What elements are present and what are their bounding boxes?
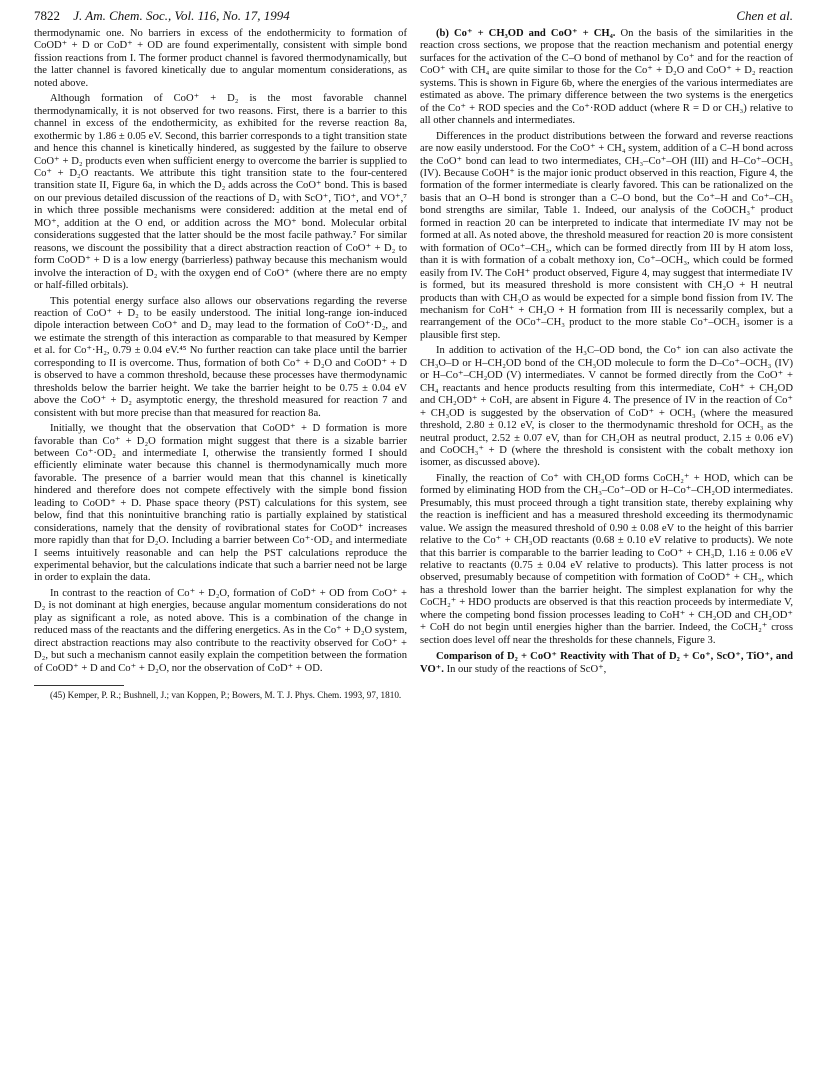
paragraph: This potential energy surface also allows our observations regarding the reverse reaction of CoO⁺ + D₂ to be easily understood. The initial long-range ion-induced dipole interaction between CoO⁺ and D₂ may lead to the formation of CoO⁺·D₂, and we estimate the strength of this interaction as comparable to that measured by Kemper et al. for Co⁺·H₂, 0.79 ± 0.04 eV.⁴⁵ No further reaction can take place until the barrier corresponding to II is overcome. Thus, formation of both Co⁺ + D₂O and CoOD⁺ + D is observed to have a common threshold, because these processes have thermodynamic thresholds below the barrier height. We take the barrier height to be 0.75 ± 0.04 eV above the CoO⁺ + D₂ asymptotic energy, the threshold measured for reaction 7 and consistent with but more precise than that measured for reaction 8a. (34, 295, 407, 419)
section-2-intro: In our study of the reactions of ScO⁺, (446, 663, 607, 675)
paragraph: Finally, the reaction of Co⁺ with CH₃OD forms CoCH₂⁺ + HOD, which can be formed by eliminating HOD from the CH₃–Co⁺–OD or H–Co⁺–CH₂OD intermediates. Presumably, this must proceed through a tight transition state, thereby explaining why the reaction is inefficient and has a measured threshold exceeding its thermodynamic value. We assign the measured threshold of 0.90 ± 0.08 eV to the height of this barrier relative to the Co⁺ + CH₃OD reactants (0.68 ± 0.10 eV relative to products). We note that this barrier is comparable to the barrier leading to CoO⁺ + CH₃D, 1.16 ± 0.06 eV relative to reactants (0.75 ± 0.04 eV relative to products). This latter process is not observed, presumably because of competition with formation of CoOD⁺ + CH₃, which has a threshold lower than the barrier height. The simplest explanation for why the CoCH₂⁺ + HDO products are observed is that this reaction proceeds by intermediate V, where the competing bond fission processes leading to CoH⁺ + CH₂OD and CH₂OD⁺ + CoH do not begin until energies higher than the barrier. Indeed, the CoCH₂⁺ cross section does level off near the thresholds for these channels, Figure 3. (420, 472, 793, 646)
section-paragraph (420, 28, 793, 128)
paragraph: Although formation of CoO⁺ + D₂ is the most favorable channel thermodynamically, it is not observed for two reasons. First, there is a barrier to this channel in excess of the endothermicity, as exhibited for the reverse reaction 8a, exothermic by 1.86 ± 0.05 eV. Second, this barrier corresponds to a tight transition state and hence this channel is kinetically hindered, as suggested by the failure to observe CoO⁺ + D₂ products even when sufficient energy to overcome the barrier is supplied to Co⁺ + D₂O reactants. We attribute this tight transition state to the four-centered transition state II, Figure 6a, in which the D₂ adds across the CoO⁺ bond. This is based on our previous detailed discussion of the reactions of D₂ with ScO⁺, TiO⁺, and VO⁺,⁷ in which three possible mechanisms were considered: addition at the metal end of MO⁺, addition at the O end, or addition across the MO⁺ bond. Molecular orbital considerations suggested that the latter should be the most facile pathway.⁷ For similar reasons, we discount the possibility that a direct abstraction reaction of CoO⁺ + D₂ to form CoOD⁺ + D is a low energy (barrierless) pathway because this mechanism would involve the interaction of D₂ with the oxygen end of CoO⁺ (where there are no empty or half-filled orbitals). (34, 93, 407, 292)
paragraph: Initially, we thought that the observation that CoOD⁺ + D formation is more favorable than Co⁺ + D₂O formation might suggest that there is a sizable barrier between Co⁺·OD₂ and intermediate I, otherwise the transiently formed I should efficiently eliminate water because this channel is thermodynamically much more favorable. The presence of a barrier would mean that this channel is kinetically hindered and therefore does not compete effectively with the simple bond fission leading to CoOD⁺ + D. Phase space theory (PST) calculations for this system, see below, find that this nonintuitive branching ratio is partially explained by statistical considerations, namely that the density of rovibrational states for CoOD⁺ increases more rapidly than that for D₂O. Including a barrier between Co⁺·OD₂ and intermediate I seems intuitively reasonable and can help the PST calculations reproduce the experimental behavior, but the calculations indicate that such a barrier need not be large in order to explain the data. (34, 423, 407, 584)
running-authors: Chen et al. (736, 8, 793, 23)
footnote-divider (34, 685, 124, 686)
footnote: (45) Kemper, P. R.; Bushnell, J.; van Koppen, P.; Bowers, M. T. J. Phys. Chem. 1993, 97, 1810. (50, 690, 402, 701)
section-intro: On the basis of the similarities in the reaction cross sections, we propose that the reaction mechanism and potential energy surfaces for the activation of the C–O bond of methanol by Co⁺ and for the reaction of CoO⁺ with CH₄ are quite similar to those for the Co⁺ + D₂O and CoO⁺ + D₂ reaction systems. This is shown in Figure 6b, where the energies of the various intermediates are estimated as above. The primary difference between the two systems is the energetics of the Co⁺ + ROD species and the Co⁺·ROD adduct (where R = D or CH₃) relative to all other channels and intermediates. (420, 28, 793, 127)
paragraph: In addition to activation of the H₃C–OD bond, the Co⁺ ion can also activate the CH₃O–D or H–CH₂OD bond of the CH₃OD molecule to form the D–Co⁺–OCH₃ (IV) or H–Co⁺–CH₂OD (V) intermediates. V cannot be formed directly from the CoO⁺ + CH₄ reactants and hence products resulting from this intermediate, CoH⁺ + CH₂OD and CH₂OD⁺ + CoH, are absent in Figure 4. The presence of IV in the reaction of Co⁺ + CH₃OD is suggested by the observation of CoD⁺ + OCH₃ (where the measured threshold, 2.80 ± 0.12 eV, is closer to the thermodynamic threshold for OCH₃ as the neutral product, 2.52 ± 0.07 eV, than for CH₂OH as neutral product, 2.15 ± 0.06 eV) and CoOCH₃⁺ + D (where the threshold is consistent with the cobalt methoxy ion isomer, as discussed above). (420, 345, 793, 469)
page-header (34, 8, 793, 28)
page-number: 7822 (34, 8, 60, 23)
paragraph: In contrast to the reaction of Co⁺ + D₂O, formation of CoD⁺ + OD from CoO⁺ + D₂ is not dominant at high energies, because angular momentum considerations do not play as significant a role, as noted above. This is a combination of the change in reduced mass of the reactants and the differing energetics. As in the Co⁺ + D₂O system, direct abstraction reactions may also contribute to the reactivity observed for CoO⁺ + D₂, but such a mechanism cannot easily explain the competition between the formation of CoOD⁺ + D and Co⁺ + D₂O, nor the observation of CoD⁺ + OD. (34, 587, 407, 674)
journal-citation: J. Am. Chem. Soc., Vol. 116, No. 17, 1994 (73, 8, 290, 23)
right-column (420, 28, 793, 679)
section-heading-2: Comparison of D₂ + CoO⁺ Reactivity with That of D₂ + Co⁺, ScO⁺, TiO⁺, and VO⁺. (420, 651, 793, 675)
left-column (34, 28, 407, 704)
header-left (34, 8, 290, 28)
section-heading: (b) Co⁺ + CH₃OD and CoO⁺ + CH₄. (436, 28, 616, 39)
section-paragraph-2 (420, 651, 793, 676)
paragraph: thermodynamic one. No barriers in excess of the endothermicity to formation of CoOD⁺ + D or CoD⁺ + OD are found experimentally, consistent with simple bond fission reactions from I. The former product channel is favored thermodynamically, but the latter channel is favored kinetically due to angular momentum considerations, as noted above. (34, 28, 407, 89)
paragraph: Differences in the product distributions between the forward and reverse reactions are now easily understood. For the CoO⁺ + CH₄ system, addition of a C–H bond across the CoO⁺ bond can lead to two intermediates, CH₃–Co⁺–OH (III) and H–Co⁺–OCH₃ (IV). Because CoOH⁺ is the major ionic product observed in this reaction, Figure 4, the formation of the former intermediate is clearly favored. This can be rationalized on the basis that an O–H bond is stronger than a C–O bond, but the Co⁺–H and Co⁺–CH₃ bond strengths are similar, Table 1. Indeed, our analysis of the CoOCH₃⁺ product formed in reaction 20 can be interpreted to indicate that intermediate IV may not be formed at all. As noted above, the threshold measured for reaction 20 is more consistent with formation of OCo⁺–CH₃, which can be formed directly from III by H atom loss, than it is with formation of a cobalt methoxy ion, Co⁺–OCH₃, which could be formed easily from IV. The CoH⁺ product observed, Figure 4, may suggest that intermediate IV is formed, but its measured threshold is more consistent with CH₂O + H neutral products than with CH₃O as would be expected for a simple bond fission from IV. The mechanism for CoH⁺ + CH₂O + H formation from III is necessarily complex, but a rearrangement of the OCo⁺–CH₃ product to the more stable Co⁺–OCH₃ isomer is a plausible first step. (420, 130, 793, 341)
